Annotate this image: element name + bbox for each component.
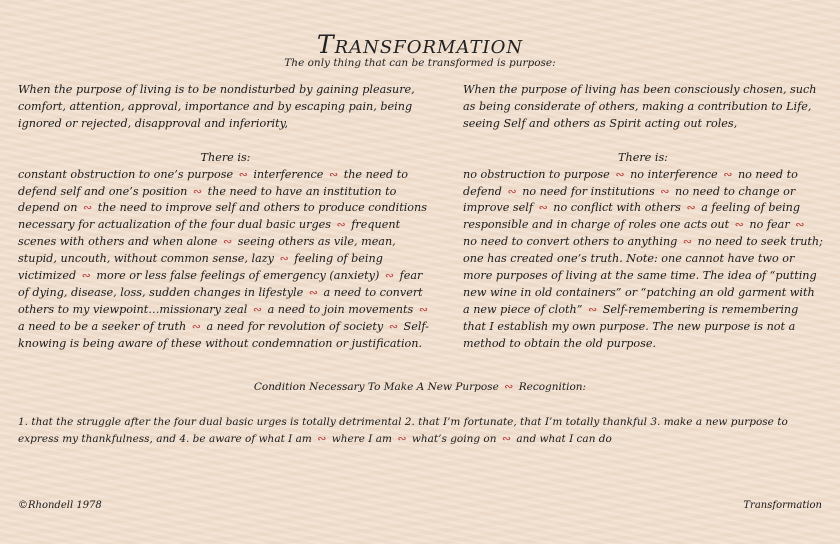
right-item: a feeling of being responsible and in charge of roles one acts out xyxy=(463,201,801,232)
left-item: the need to defend self and one’s position xyxy=(18,167,408,198)
left-item: the need to improve self and others to produce conditions necessary for actualization of the four dual basic urges xyxy=(18,201,427,232)
steps-paragraph xyxy=(18,414,828,447)
swash-icon: ∾ xyxy=(501,431,512,445)
swash-icon: ∾ xyxy=(682,235,696,249)
page-subtitle: The only thing that can be transformed is purpose: xyxy=(284,57,556,69)
swash-icon: ∾ xyxy=(317,431,327,445)
right-item: no need for institutions xyxy=(522,184,655,198)
right-there-is: There is: xyxy=(618,150,668,164)
swash-icon: ∾ xyxy=(686,201,700,215)
swash-icon: ∾ xyxy=(192,184,206,198)
swash-icon: ∾ xyxy=(538,201,552,215)
steps-part3: what’s going on xyxy=(411,432,497,445)
left-item: a need to join movements xyxy=(267,302,414,316)
swash-icon: ∾ xyxy=(660,184,673,198)
condition-tail: Recognition: xyxy=(518,381,587,393)
left-item: constant obstruction to one’s purpose xyxy=(18,167,234,181)
right-item: no interference xyxy=(630,167,718,181)
swash-icon: ∾ xyxy=(734,218,748,232)
right-item: no need to convert others to anything xyxy=(463,235,678,249)
left-item: Self-knowing is being aware of these without condemnation or justification. xyxy=(18,319,429,350)
swash-icon: ∾ xyxy=(238,167,252,181)
swash-icon: ∾ xyxy=(279,252,293,266)
right-item: Self-remembering is remembering that I establish my own purpose. The new purpose is not a method to obtain the old purpose. xyxy=(463,302,799,350)
left-item: a need to be a seeker of truth xyxy=(18,319,187,333)
left-item: a need to convert others to my viewpoint…missionary zeal xyxy=(18,285,423,316)
steps-part1: 1. that the struggle after the four dual basic urges is totally detrimental 2. that I’m fortunate, that I’m totally thankful 3. make a new purpose to express my thankfulness, and 4. be aware of what I am xyxy=(18,416,788,445)
left-item: feeling of being victimized xyxy=(18,252,383,283)
swash-icon: ∾ xyxy=(723,167,736,181)
right-item: no need to defend xyxy=(463,167,798,198)
swash-icon: ∾ xyxy=(384,269,398,283)
right-items xyxy=(463,167,823,353)
swash-icon: ∾ xyxy=(252,302,266,316)
right-item: no need to change or improve self xyxy=(463,184,796,215)
left-intro: When the purpose of living is to be nondisturbed by gaining pleasure, comfort, attention, approval, importance and by escaping pain, being ignored or rejected, disapproval and inferiority, xyxy=(18,83,415,130)
swash-icon: ∾ xyxy=(308,285,322,299)
footer-title: Transformation xyxy=(743,500,822,511)
page-title: Transformation xyxy=(316,30,524,59)
copyright: ©Rhondell 1978 xyxy=(18,500,102,511)
swash-icon: ∾ xyxy=(418,302,429,316)
right-item: no obstruction to purpose xyxy=(463,167,610,181)
right-item: no conflict with others xyxy=(553,201,681,215)
right-item: no need to seek truth; one has created one’s truth. Note: one cannot have two or more purposes of living at the same time. The idea of “putting new wine in old containers” or “patching an old garment with a new piece of cloth” xyxy=(463,235,823,316)
swash-icon: ∾ xyxy=(336,218,350,232)
steps-part4: and what I can do xyxy=(516,432,612,445)
swash-icon: ∾ xyxy=(223,235,236,249)
swash-icon: ∾ xyxy=(507,184,521,198)
left-item: the need to have an institution to depend on xyxy=(18,184,397,215)
swash-icon: ∾ xyxy=(191,319,205,333)
left-item: frequent scenes with others and when alone xyxy=(18,218,401,249)
left-item: a need for revolution of society xyxy=(206,319,384,333)
swash-icon: ∾ xyxy=(587,302,601,316)
swash-icon: ∾ xyxy=(397,431,407,445)
left-there-is: There is: xyxy=(200,150,251,164)
condition-line xyxy=(0,380,840,393)
right-column xyxy=(463,82,823,353)
swash-icon: ∾ xyxy=(615,167,629,181)
left-column xyxy=(18,82,433,353)
swash-icon: ∾ xyxy=(329,167,342,181)
left-item: seeing others as vile, mean, stupid, uncouth, without common sense, lazy xyxy=(18,235,396,266)
right-intro: When the purpose of living has been consciously chosen, such as being considerate of others, making a contribution to Life, seeing Self and others as Spirit acting out roles, xyxy=(463,83,817,130)
condition-label: Condition Necessary To Make A New Purpose xyxy=(253,381,499,393)
left-item: fear of dying, disease, loss, sudden changes in lifestyle xyxy=(18,269,423,299)
left-items xyxy=(18,167,433,353)
left-item: interference xyxy=(253,167,324,181)
steps-part2: where I am xyxy=(331,432,392,445)
swash-icon: ∾ xyxy=(81,269,95,283)
swash-icon: ∾ xyxy=(388,319,402,333)
swash-icon: ∾ xyxy=(83,201,96,215)
left-item: more or less false feelings of emergency (anxiety) xyxy=(96,269,380,283)
right-item: no fear xyxy=(749,218,790,232)
swash-icon: ∾ xyxy=(504,380,514,393)
swash-icon: ∾ xyxy=(795,218,805,232)
